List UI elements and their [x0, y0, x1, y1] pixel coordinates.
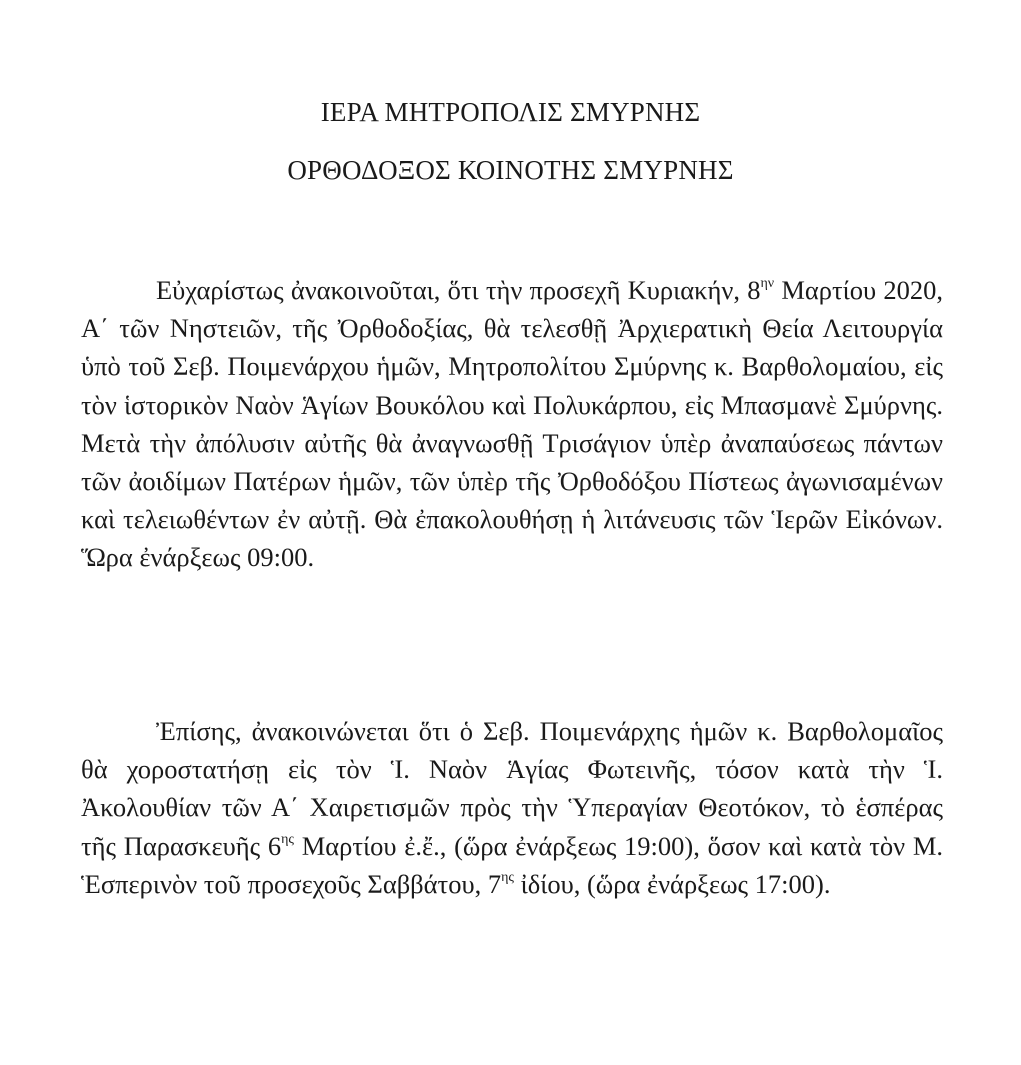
ordinal-suffix: ης	[281, 831, 294, 847]
announcement-paragraph-1	[81, 271, 943, 577]
metropolis-title: ΙΕΡΑ ΜΗΤΡΟΠΟΛΙΣ ΣΜΥΡΝΗΣ	[320, 97, 701, 127]
announcement-paragraph-2	[81, 712, 943, 903]
paragraph-1-text-start: Εὐχαρίστως ἀνακοινοῦται, ὅτι τὴν προσεχῆ Κυριακήν, 8	[156, 275, 761, 305]
community-title: ΟΡΘΟΔΟΞΟΣ ΚΟΙΝΟΤΗΣ ΣΜΥΡΝΗΣ	[287, 155, 734, 185]
paragraph-2-text-end: ἰδίου, (ὥρα ἐνάρξεως 17:00).	[513, 868, 831, 899]
paragraph-1-text-rest: Μαρτίου 2020, Α΄ τῶν Νηστειῶν, τῆς Ὀρθοδοξίας, θὰ τελεσθῇ Ἀρχιερατικὴ Θεία Λειτουργία ὑπὸ τοῦ Σεβ. Ποιμενάρχου ἡμῶν, Μητροπολίτου Σμύρνης κ. Βαρθολομαίου, εἰς τὸν ἱστορικὸν Ναὸν Ἁγίων Βουκόλου καὶ Πολυκάρπου, εἰς Μπασμανὲ Σμύρνης. Μετὰ τὴν ἀπόλυσιν αὐτῆς θὰ ἀναγνωσθῇ Τρισάγιον ὑπὲρ ἀναπαύσεως πάντων τῶν ἀοιδίμων Πατέρων ἡμῶν, τῶν ὑπὲρ τῆς Ὀρθοδόξου Πίστεως ἀγωνισαμένων καὶ τελειωθέντων ἐν αὐτῇ. Θὰ ἐπακολουθήσῃ ἡ λιτάνευσις τῶν Ἱερῶν Εἰκόνων. Ὥρα ἐνάρξεως 09:00.	[81, 275, 943, 573]
paragraph-2-text-start: Ἐπίσης, ἀνακοινώνεται ὅτι ὁ Σεβ. Ποιμενάρχης ἡμῶν κ. Βαρθολομαῖος θὰ χοροστατήσῃ εἰς τὸν Ἱ. Ναὸν Ἁγίας Φωτεινῆς, τόσον κατὰ τὴν Ἱ. Ἀκολουθίαν τῶν Α΄ Χαιρετισμῶν πρὸς τὴν Ὑπεραγίαν Θεοτόκον, τὸ ἑσπέρας τῆς Παρασκευῆς 6	[81, 716, 943, 861]
ordinal-suffix: ης	[501, 869, 514, 885]
paragraph-2-text-middle: Μαρτίου ἐ.ἔ., (ὥρα ἐνάρξεως 19:00), ὅσον καὶ κατὰ τὸν Μ. Ἑσπερινὸν τοῦ προσεχοῦς Σαββάτου, 7	[81, 830, 944, 899]
ordinal-suffix: ην	[760, 276, 775, 292]
